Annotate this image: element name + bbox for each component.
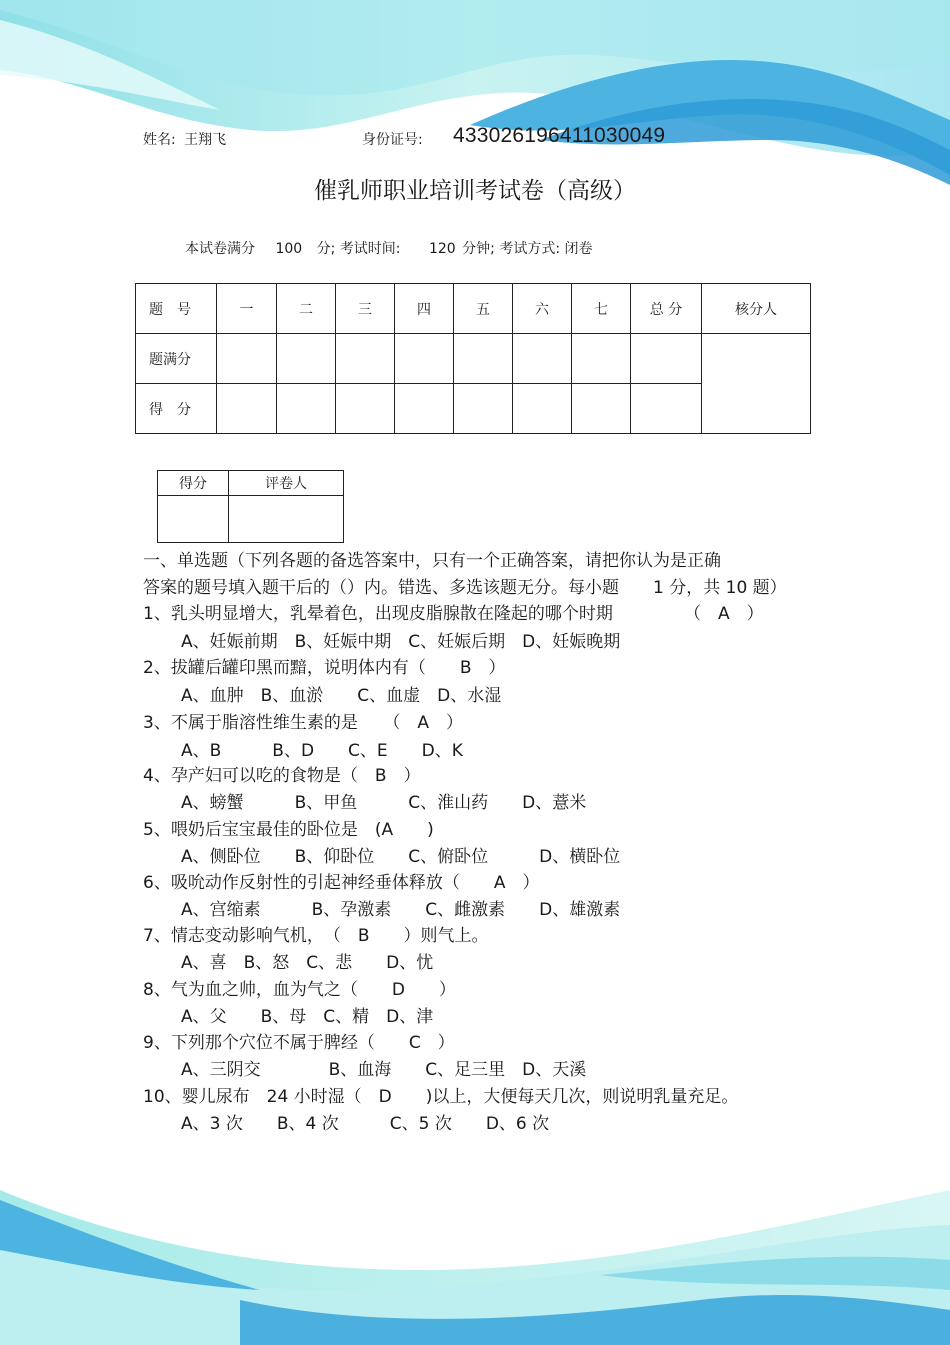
- score-cell[interactable]: [454, 334, 513, 384]
- score-cell[interactable]: [631, 334, 702, 384]
- header-cell: 四: [395, 284, 454, 334]
- question-options: A、喜 B、怒 C、悲 D、忧: [181, 953, 434, 973]
- question-options: A、B B、D C、E D、K: [181, 741, 463, 761]
- exam-info-text3: 分钟; 考试方式: 闭卷: [462, 241, 593, 257]
- row-label: 题满分: [136, 334, 217, 384]
- score-cell[interactable]: [454, 384, 513, 434]
- grader-score-label: 得分: [158, 471, 229, 496]
- score-cell[interactable]: [336, 384, 395, 434]
- score-cell[interactable]: [217, 334, 277, 384]
- score-cell[interactable]: [513, 384, 572, 434]
- grader-name-label: 评卷人: [229, 471, 344, 496]
- grader-score-cell[interactable]: [158, 496, 229, 543]
- question-options: A、三阴交 B、血海 C、足三里 D、天溪: [181, 1060, 587, 1080]
- question-stem: 7、情志变动影响气机， （ B ）则气上。: [143, 926, 489, 946]
- section-instructions-line1: 一、单选题（下列各题的备选答案中，只有一个正确答案，请把你认为是正确: [143, 551, 721, 571]
- section-instructions-line2: 答案的题号填入题干后的（）内。错选、多选该题无分。每小题 1 分，共 10 题）: [143, 578, 787, 598]
- question-options: A、妊娠前期 B、妊娠中期 C、妊娠后期 D、妊娠晚期: [181, 632, 621, 652]
- header-cell: 题 号: [136, 284, 217, 334]
- score-cell[interactable]: [395, 384, 454, 434]
- score-cell[interactable]: [277, 384, 336, 434]
- score-cell[interactable]: [395, 334, 454, 384]
- header-cell: 七: [572, 284, 631, 334]
- score-table: [135, 283, 811, 434]
- id-number: 433026196411030049: [453, 124, 666, 147]
- question-options: A、螃蟹 B、甲鱼 C、淮山药 D、薏米: [181, 793, 587, 813]
- score-cell[interactable]: [217, 384, 277, 434]
- question-answer: （ A ）: [684, 604, 764, 624]
- header-cell: 一: [217, 284, 277, 334]
- grader-name-cell[interactable]: [229, 496, 344, 543]
- id-label: 身份证号:: [362, 132, 423, 148]
- question-stem: 1、乳头明显增大，乳晕着色，出现皮脂腺散在隆起的哪个时期: [143, 604, 613, 624]
- header-cell: 六: [513, 284, 572, 334]
- score-cell[interactable]: [336, 334, 395, 384]
- question-stem: 4、孕产妇可以吃的食物是（ B ）: [143, 766, 421, 786]
- name-label: 姓名:: [143, 132, 176, 148]
- header-cell: 二: [277, 284, 336, 334]
- header-cell: 总 分: [631, 284, 702, 334]
- question-stem: 9、下列那个穴位不属于脾经（ C ）: [143, 1033, 455, 1053]
- header-cell: 核分人: [702, 284, 811, 334]
- name-row: [143, 129, 226, 149]
- question-options: A、血肿 B、血淤 C、血虚 D、水湿: [181, 686, 502, 706]
- question-stem: 3、不属于脂溶性维生素的是 （ A ）: [143, 713, 463, 733]
- full-score: 100: [275, 241, 303, 257]
- exam-info-text2: 分; 考试时间:: [316, 241, 401, 257]
- score-cell[interactable]: [277, 334, 336, 384]
- exam-info: [185, 238, 593, 258]
- question-stem: 6、吸吮动作反射性的引起神经垂体释放（ A ）: [143, 873, 540, 893]
- question-stem: 2、拔罐后罐印黑而黯，说明体内有（ B ）: [143, 658, 506, 678]
- name-value: 王翔飞: [184, 132, 227, 148]
- checker-cell[interactable]: [702, 334, 811, 434]
- question-options: A、3 次 B、4 次 C、5 次 D、6 次: [181, 1114, 550, 1134]
- question-stem: 10、婴儿尿布 24 小时湿（ D )以上，大便每天几次，则说明乳量充足。: [143, 1087, 739, 1107]
- exam-time: 120: [428, 241, 456, 257]
- question-stem: 5、喂奶后宝宝最佳的卧位是 (A ): [143, 820, 434, 840]
- score-table-header-row: [136, 284, 811, 334]
- score-cell[interactable]: [572, 334, 631, 384]
- question-stem: 8、气为血之帅，血为气之（ D ）: [143, 980, 456, 1000]
- grader-table: [157, 470, 344, 543]
- page-title: 催乳师职业培训考试卷（高级）: [314, 178, 636, 204]
- header-cell: 五: [454, 284, 513, 334]
- question-options: A、侧卧位 B、仰卧位 C、俯卧位 D、横卧位: [181, 847, 621, 867]
- question-options: A、父 B、母 C、精 D、津: [181, 1007, 434, 1027]
- score-cell[interactable]: [513, 334, 572, 384]
- exam-info-text1: 本试卷满分: [185, 241, 255, 257]
- score-table-full-row: [136, 334, 811, 384]
- score-cell[interactable]: [572, 384, 631, 434]
- score-cell[interactable]: [631, 384, 702, 434]
- header-cell: 三: [336, 284, 395, 334]
- row-label: 得 分: [136, 384, 217, 434]
- question-options: A、宫缩素 B、孕激素 C、雌激素 D、雄激素: [181, 900, 621, 920]
